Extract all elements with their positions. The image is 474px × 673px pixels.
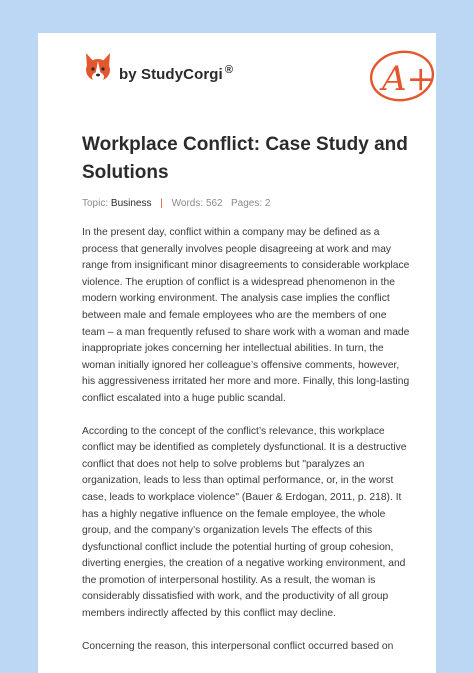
document-meta: [82, 197, 412, 211]
document-page: [38, 33, 436, 673]
registered-mark: ®: [224, 64, 234, 76]
words-label: Words:: [171, 198, 204, 209]
paragraph: Concerning the reason, this interpersonal conflict occurred based on: [82, 640, 394, 652]
grade-a-plus-icon: [368, 45, 438, 103]
pages-label: Pages:: [230, 198, 263, 209]
document-content: [82, 121, 412, 671]
document-body: [82, 225, 412, 655]
brand-text: by StudyCorgi: [119, 66, 223, 83]
page-title: Workplace Conflict: Case Study and Solutions: [82, 134, 408, 183]
topic-link[interactable]: Business: [110, 198, 152, 209]
topic-label: Topic:: [82, 198, 109, 209]
pages-value: 2: [264, 198, 271, 209]
brand-name[interactable]: [119, 64, 233, 83]
paragraph: In the present day, conflict within a company may be defined as a process that generally involves people disagreeing at work and may range from insignificant minor disagreements to considerable workplace violence. The eruption of conflict is a widespread phenomenon in the modern working environment. The analysis case implies the conflict between male and female employees who are the members of one team – a man frequently refused to share work with a woman and made inappropriate jokes concerning her intellectual abilities. In turn, the woman initially ignored her colleague’s offensive comments, however, his aggressiveness irritated her more and more. Finally, this long-lasting conflict escalated into a huge public scandal.: [82, 227, 410, 404]
corgi-logo-icon: [83, 51, 113, 83]
words-value: 562: [205, 198, 223, 209]
meta-divider: |: [160, 198, 163, 209]
paragraph: According to the concept of the conflict’s relevance, this workplace conflict may be identified as completely dysfunctional. It is a destructive conflict that does not help to solve problems but "paralyzes an organization, leads to less than optimal performance, or, in the worst case, leads to workplace violence" (Bauer & Erdogan, 2011, p. 218). It has a highly negative influence on the female employee, the whole group, and the company’s organization levels The effects of this dysfunctional conflict include the potential hurting of group cohesion, diverting energies, the creation of a negative working environment, and the promotion of interpersonal hostility. As a result, the woman is considerably dissatisfied with work, and the productivity of all group members indirectly affected by this conflict may decline.: [82, 425, 407, 620]
grade-text: A+: [382, 59, 436, 99]
